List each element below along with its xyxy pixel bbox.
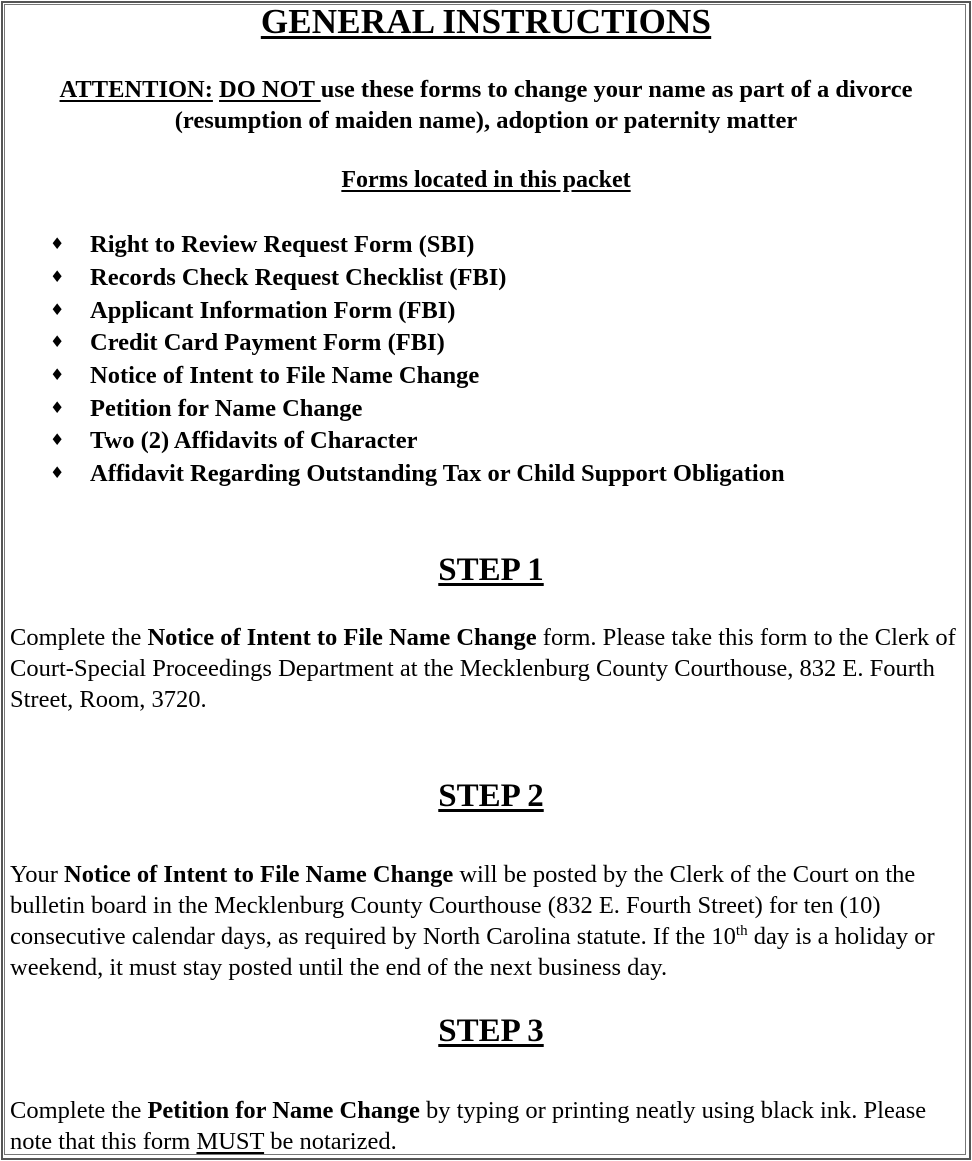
step-2-text-end: day is a holiday or weekend, it must stay posted until the end of the next business day. — [10, 923, 935, 981]
form-name: Petition for Name Change — [90, 394, 363, 422]
step-1-text-start: Complete the — [10, 624, 148, 651]
diamond-bullet-icon: ♦ — [50, 267, 65, 287]
list-item — [50, 294, 785, 327]
diamond-bullet-icon: ♦ — [50, 299, 65, 319]
forms-list — [50, 229, 785, 491]
form-name: Applicant Information Form (FBI) — [90, 296, 456, 324]
forms-heading: Forms located in this packet — [341, 167, 631, 193]
form-name: Right to Review Request Form (SBI) — [90, 231, 475, 259]
list-item — [50, 262, 785, 295]
step-3-paragraph — [10, 1095, 968, 1157]
attention-line-1 — [0, 74, 972, 105]
must-emphasis: MUST — [196, 1128, 265, 1155]
diamond-bullet-icon: ♦ — [50, 430, 65, 450]
form-name: Two (2) Affidavits of Character — [90, 427, 418, 455]
diamond-bullet-icon: ♦ — [50, 332, 65, 352]
step-1-heading: STEP 1 — [438, 552, 544, 588]
step-3-text-start: Complete the — [10, 1097, 148, 1124]
step-3-heading: STEP 3 — [438, 1013, 544, 1049]
step-2-text-start: Your — [10, 861, 65, 888]
diamond-bullet-icon: ♦ — [50, 365, 65, 385]
attention-line-2: (resumption of maiden name), adoption or paternity matter — [174, 107, 798, 134]
attention-label: ATTENTION: — [59, 76, 213, 103]
list-item — [50, 392, 785, 425]
list-item — [50, 360, 785, 393]
step-1-form-name: Notice of Intent to File Name Change — [147, 624, 537, 651]
attention-line-1-rest: use these forms to change your name as part of a divorce — [320, 76, 913, 103]
step-2-paragraph — [10, 859, 968, 983]
step-3-text-mid: by typing or printing neatly using black ink. Please note that this form — [10, 1097, 927, 1155]
list-item — [50, 425, 785, 458]
list-item — [50, 458, 785, 491]
step-1-paragraph — [10, 622, 968, 715]
form-name: Records Check Request Checklist (FBI) — [90, 264, 507, 292]
form-name: Notice of Intent to File Name Change — [90, 362, 480, 390]
diamond-bullet-icon: ♦ — [50, 397, 65, 417]
step-3-form-name: Petition for Name Change — [147, 1097, 420, 1124]
step-2-heading: STEP 2 — [438, 778, 544, 814]
do-not-label: DO NOT — [219, 76, 321, 103]
list-item — [50, 229, 785, 262]
step-2-form-name: Notice of Intent to File Name Change — [64, 861, 454, 888]
step-1-text-rest: form. Please take this form to the Clerk of Court-Special Proceedings Department at the Mecklenburg County Courthouse, 832 E. Fourth Street, Room, 3720. — [10, 624, 956, 713]
list-item — [50, 327, 785, 360]
diamond-bullet-icon: ♦ — [50, 463, 65, 483]
step-2-text-mid: will be posted by the Clerk of the Court on the bulletin board in the Mecklenburg County Courthouse (832 E. Fourth Street) for ten (10) consecutive calendar days, as required by North Carolina statute. If the 10 — [10, 861, 916, 950]
form-name: Affidavit Regarding Outstanding Tax or Child Support Obligation — [90, 460, 785, 488]
step-2-ordinal-suffix: th — [735, 923, 748, 939]
step-3-text-end: be notarized. — [264, 1128, 397, 1155]
attention-notice — [0, 74, 972, 136]
form-name: Credit Card Payment Form (FBI) — [90, 329, 445, 357]
diamond-bullet-icon: ♦ — [50, 234, 65, 254]
page-title: GENERAL INSTRUCTIONS — [260, 2, 712, 41]
